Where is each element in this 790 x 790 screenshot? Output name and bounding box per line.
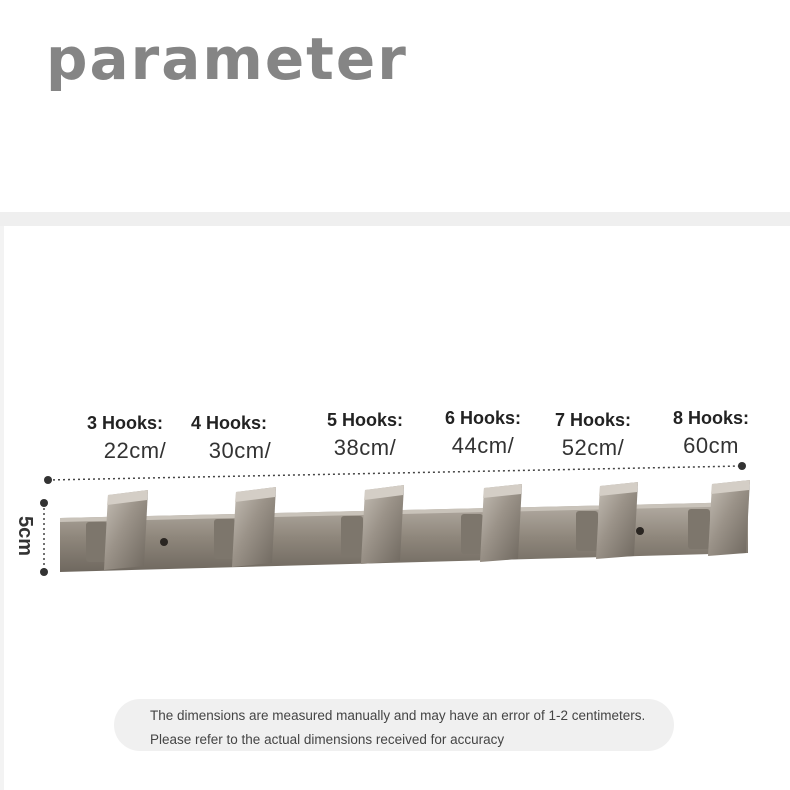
hooks-count: 8 Hooks: xyxy=(672,408,750,428)
height-label: 5cm xyxy=(14,516,36,557)
disclaimer-note xyxy=(114,699,674,751)
hook xyxy=(86,490,148,570)
dimension-endpoint xyxy=(40,499,48,507)
hook xyxy=(576,482,638,559)
hooks-length: 38cm/ xyxy=(333,435,397,460)
hook xyxy=(688,480,750,556)
hook xyxy=(214,487,276,567)
hooks-count: 7 Hooks: xyxy=(554,410,632,430)
hooks-length: 52cm/ xyxy=(561,435,625,460)
hooks-length: 60cm xyxy=(683,433,739,458)
hooks-length: 30cm/ xyxy=(208,438,272,463)
hooks-length: 44cm/ xyxy=(451,433,515,458)
page-title: parameter xyxy=(46,25,408,93)
hook xyxy=(341,485,404,564)
screw-hole xyxy=(160,538,168,546)
hooks-count: 5 Hooks: xyxy=(326,410,404,430)
screw-hole xyxy=(636,527,644,535)
hook xyxy=(461,484,522,562)
dimension-endpoint xyxy=(738,462,746,470)
disclaimer-line-1: The dimensions are measured manually and may have an error of 1-2 centimeters. xyxy=(150,708,646,723)
dimension-endpoint xyxy=(40,568,48,576)
length-dimension-line xyxy=(48,466,742,480)
hooks-count: 6 Hooks: xyxy=(444,408,522,428)
hooks-length: 22cm/ xyxy=(103,438,167,463)
hooks-count: 3 Hooks: xyxy=(86,413,164,433)
disclaimer-line-2: Please refer to the actual dimensions received for accuracy xyxy=(150,732,505,747)
dimension-endpoint xyxy=(44,476,52,484)
hooks-count: 4 Hooks: xyxy=(190,413,268,433)
